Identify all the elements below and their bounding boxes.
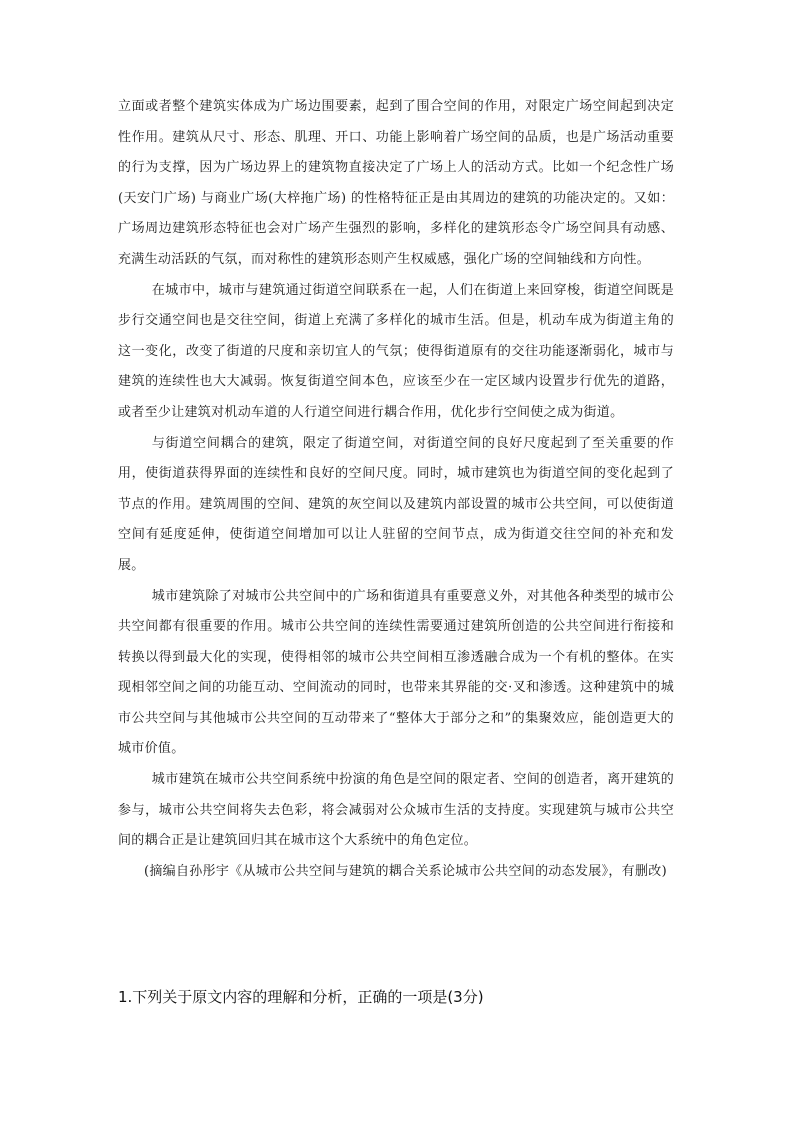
article-body (118, 92, 674, 887)
question-1: 1.下列关于原文内容的理解和分析，正确的一项是(3分) (118, 988, 484, 1006)
paragraph-5: 城市建筑在城市公共空间系统中扮演的角色是空间的限定者、空间的创造者，离开建筑的参与，城市公共空间将失去色彩，将会减弱对公众城市生活的支持度。实现建筑与城市公共空间的耦合正是让建筑回归其在城市这个大系统中的角色定位。 (118, 772, 674, 849)
paragraph-4: 城市建筑除了对城市公共空间中的广场和街道具有重要意义外，对其他各种类型的城市公共空间都有很重要的作用。城市公共空间的连续性需要通过建筑所创造的公共空间进行衔接和转换以得到最大化的实现，使得相邻的城市公共空间相互渗透融合成为一个有机的整体。在实现相邻空间之间的功能互动、空间流动的同时，也带来其界能的交·叉和渗透。这种建筑中的城市公共空间与其他城市公共空间的互动带来了“整体大于部分之和”的集聚效应，能创造更大的城市价值。 (118, 588, 674, 757)
paragraph-2: 在城市中，城市与建筑通过街道空间联系在一起，人们在街道上来回穿梭，街道空间既是步行交通空间也是交往空间，街道上充满了多样化的城市生活。但是，机动车成为街道主角的这一变化，改变了街道的尺度和亲切宜人的气氛；使得街道原有的交往功能逐渐弱化，城市与建筑的连续性也大大减弱。恢复街道空间本色，应该至少在一定区域内设置步行优先的道路，或者至少让建筑对机动车道的人行道空间进行耦合作用，优化步行空间使之成为街道。 (118, 282, 674, 420)
paragraph-3: 与街道空间耦合的建筑，限定了街道空间，对街道空间的良好尺度起到了至关重要的作用，使街道获得界面的连续性和良好的空间尺度。同时，城市建筑也为街道空间的变化起到了节点的作用。建筑周围的空间、建筑的灰空间以及建筑内部设置的城市公共空间，可以使街道空间有延度延伸，使街道空间增加可以让人驻留的空间节点，成为街道交往空间的补充和发展。 (118, 435, 674, 573)
source-citation: (摘编自孙彤宇《从城市公共空间与建筑的耦合关系论城市公共空间的动态发展》，有删改) (144, 863, 667, 879)
paragraph-1: 立面或者整个建筑实体成为广场边围要素，起到了围合空间的作用，对限定广场空间起到决定性作用。建筑从尺寸、形态、肌理、开口、功能上影响着广场空间的品质，也是广场活动重要的行为支撑，因为广场边界上的建筑物直接决定了广场上人的活动方式。比如一个纪念性广场 (天安门广场) 与商业广场(大梓拖广场) 的性格特征正是由其周边的建筑的功能决定的。又如：广场周边建筑形态特征也会对广场产生强烈的影响，多样化的建筑形态令广场空间具有动感、充满生动活跃的气氛，而对称性的建筑形态则产生权威感，强化广场的空间轴线和方向性。 (118, 99, 674, 267)
